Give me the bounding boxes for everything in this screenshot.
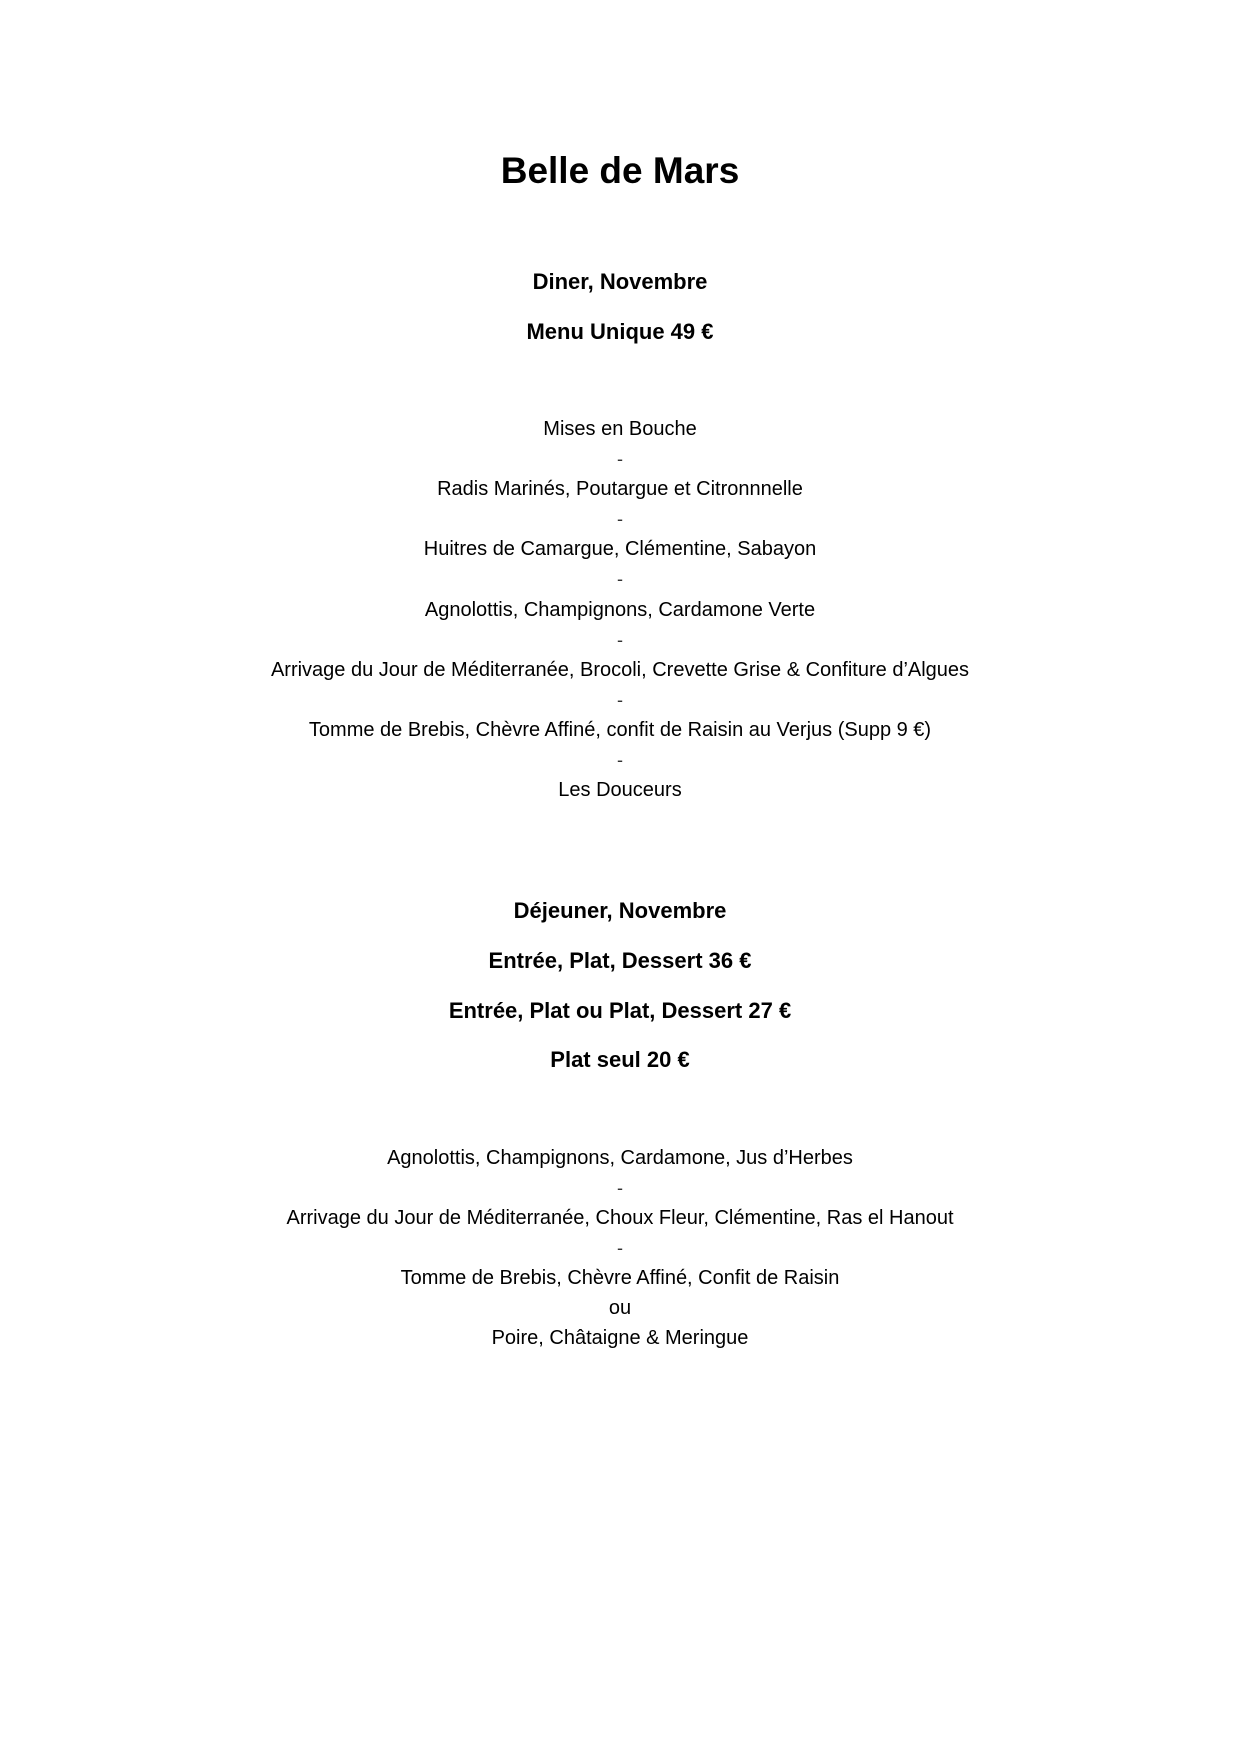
dinner-dish: Radis Marinés, Poutargue et Citronnnelle xyxy=(437,478,803,500)
lunch-price: Entrée, Plat ou Plat, Dessert 27 € xyxy=(448,998,792,1023)
dinner-separator: - xyxy=(617,449,623,469)
restaurant-title: Belle de Mars xyxy=(500,150,740,191)
lunch-separator: - xyxy=(617,1238,623,1258)
dinner-separator: - xyxy=(617,509,623,529)
dinner-dish: Huitres de Camargue, Clémentine, Sabayon xyxy=(423,538,817,560)
lunch-separator: - xyxy=(617,1178,623,1198)
dinner-heading: Diner, Novembre xyxy=(532,269,708,294)
lunch-price: Entrée, Plat, Dessert 36 € xyxy=(488,948,752,973)
lunch-price: Plat seul 20 € xyxy=(550,1047,690,1072)
dinner-dish: Tomme de Brebis, Chèvre Affiné, confit de Raisin au Verjus (Supp 9 €) xyxy=(308,719,932,741)
lunch-heading: Déjeuner, Novembre xyxy=(513,898,727,923)
dinner-dish: Arrivage du Jour de Méditerranée, Brocoli, Crevette Grise & Confiture d’Algues xyxy=(270,659,970,681)
lunch-dish: Tomme de Brebis, Chèvre Affiné, Confit de Raisin xyxy=(400,1267,840,1289)
dinner-separator: - xyxy=(617,750,623,770)
dinner-separator: - xyxy=(617,569,623,589)
dinner-dish: Mises en Bouche xyxy=(543,418,697,440)
dinner-separator: - xyxy=(617,690,623,710)
lunch-or-text: ou xyxy=(608,1297,632,1319)
dinner-dish: Agnolottis, Champignons, Cardamone Verte xyxy=(424,599,816,621)
lunch-dish: Poire, Châtaigne & Meringue xyxy=(491,1327,749,1349)
dinner-price: Menu Unique 49 € xyxy=(526,319,714,344)
lunch-dish: Agnolottis, Champignons, Cardamone, Jus d’Herbes xyxy=(387,1147,853,1169)
dinner-separator: - xyxy=(617,630,623,650)
lunch-dish: Arrivage du Jour de Méditerranée, Choux Fleur, Clémentine, Ras el Hanout xyxy=(286,1207,954,1229)
dinner-dish: Les Douceurs xyxy=(558,779,682,801)
